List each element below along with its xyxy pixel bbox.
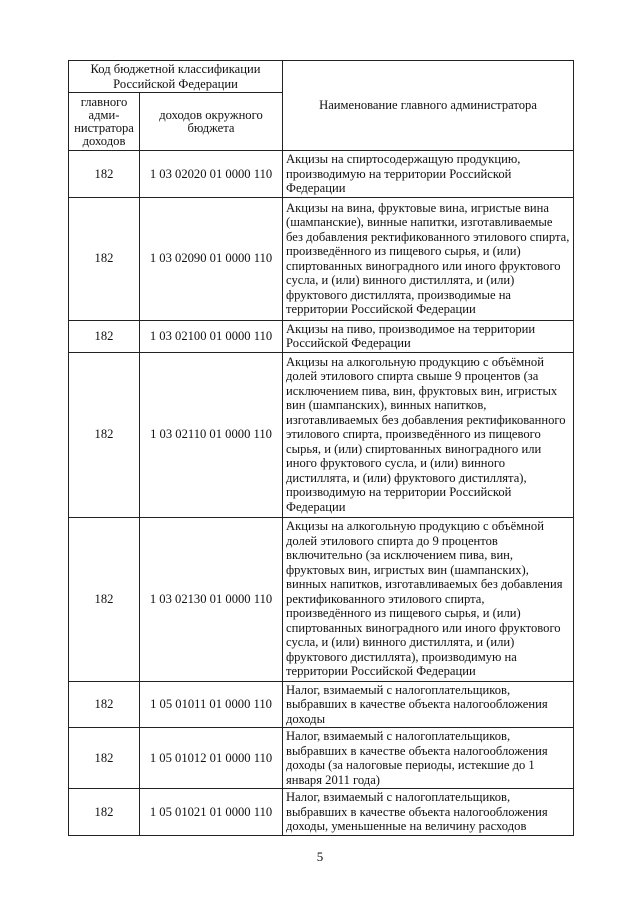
administrator-name-cell: Налог, взимаемый с налогоплательщиков, выбравших в качестве объекта налогообложения доходы, уменьшенные на величину расходов [283, 789, 574, 836]
administrator-name-cell: Налог, взимаемый с налогоплательщиков, выбравших в качестве объекта налогообложения доходы [283, 681, 574, 728]
administrator-name-cell: Акцизы на спиртосодержащую продукцию, производимую на территории Российской Федерации [283, 151, 574, 198]
revenue-code-cell: 1 03 02090 01 0000 110 [140, 197, 283, 320]
table-row [69, 151, 574, 198]
administrator-name-cell: Акцизы на вина, фруктовые вина, игристые вина (шампанские), винные напитки, изготавливаемые без добавления ректификованного этилового спирта, произведённого из пищевого сырья, и (или) спиртованных виноградного или иного фруктового сусла, и (или) винного дистиллята, и (или) фруктового дистиллята, производимые на территории Российской Федерации [283, 197, 574, 320]
admin-code-cell: 182 [69, 151, 140, 198]
table-row [69, 517, 574, 681]
revenue-code-cell: 1 03 02130 01 0000 110 [140, 517, 283, 681]
header-revenue-code: доходов окружного бюджета [140, 93, 283, 151]
revenue-code-cell: 1 05 01011 01 0000 110 [140, 681, 283, 728]
table-row [69, 320, 574, 352]
table-row [69, 789, 574, 836]
admin-code-cell: 182 [69, 789, 140, 836]
table-row [69, 197, 574, 320]
administrator-name-cell: Акцизы на алкогольную продукцию с объёмной долей этилового спирта до 9 процентов включительно (за исключением пива, вин, фруктовых вин, игристых вин (шампанских), винных напитков, изготавливаемых без добавления ректификованного этилового спирта, произведённого из пищевого сырья, и (или) спиртованных виноградного или иного фруктового сусла, и (или) винного дистиллята, и (или) фруктового дистиллята), производимую на территории Российской Федерации [283, 517, 574, 681]
table-row [69, 681, 574, 728]
admin-code-cell: 182 [69, 320, 140, 352]
revenue-code-cell: 1 05 01021 01 0000 110 [140, 789, 283, 836]
revenue-code-cell: 1 03 02110 01 0000 110 [140, 352, 283, 517]
header-administrator-name: Наименование главного администратора [283, 61, 574, 151]
table-row [69, 352, 574, 517]
revenue-code-cell: 1 03 02100 01 0000 110 [140, 320, 283, 352]
admin-code-cell: 182 [69, 681, 140, 728]
administrator-name-cell: Налог, взимаемый с налогоплательщиков, выбравших в качестве объекта налогообложения доходы (за налоговые периоды, истекшие до 1 января 2011 года) [283, 728, 574, 789]
table-row [69, 728, 574, 789]
revenue-code-cell: 1 03 02020 01 0000 110 [140, 151, 283, 198]
admin-code-cell: 182 [69, 728, 140, 789]
revenue-code-cell: 1 05 01012 01 0000 110 [140, 728, 283, 789]
budget-classification-table [68, 60, 574, 836]
header-code-group: Код бюджетной классификации Российской Федерации [69, 61, 283, 93]
header-main-administrator: главного адми-нистратора доходов [69, 93, 140, 151]
admin-code-cell: 182 [69, 517, 140, 681]
admin-code-cell: 182 [69, 197, 140, 320]
page-number: 5 [316, 849, 324, 864]
admin-code-cell: 182 [69, 352, 140, 517]
administrator-name-cell: Акцизы на пиво, производимое на территории Российской Федерации [283, 320, 574, 352]
administrator-name-cell: Акцизы на алкогольную продукцию с объёмной долей этилового спирта свыше 9 процентов (за исключением пива, вин, фруктовых вин, игристых вин (шампанских), винных напитков, изготавливаемых без добавления ректификованного этилового спирта, произведённого из пищевого сырья, и (или) спиртованных виноградного или иного фруктового сусла, и (или) винного дистиллята, и (или) фруктового дистиллята), производимую на территории Российской Федерации [283, 352, 574, 517]
